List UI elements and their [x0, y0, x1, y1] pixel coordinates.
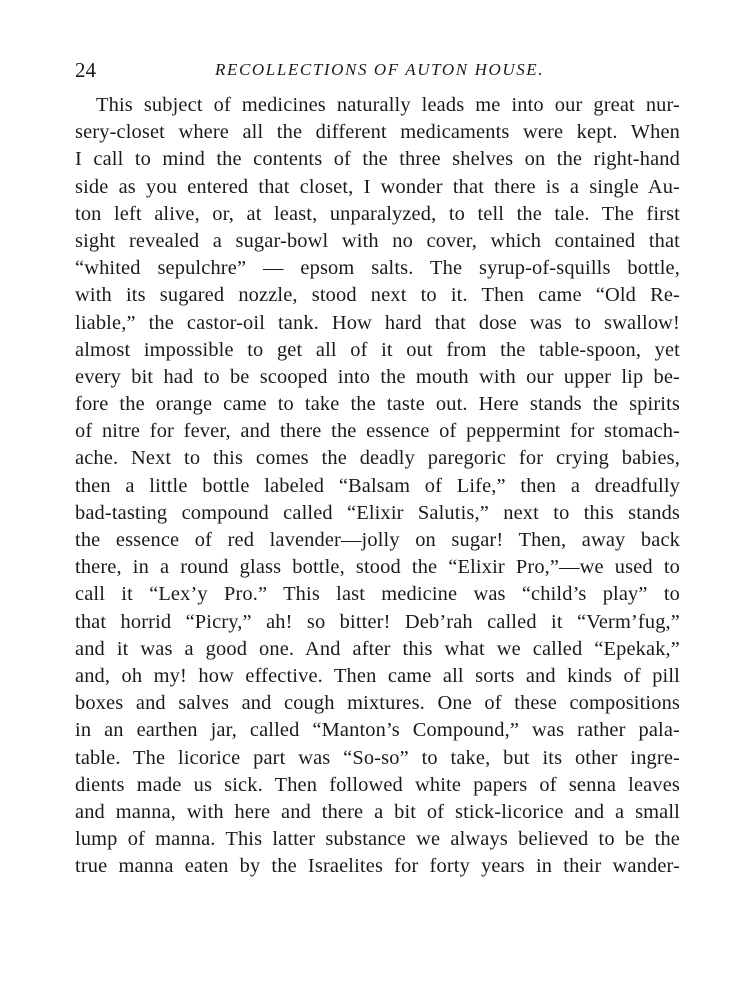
- text-line: and manna, with here and there a bit of stick-licorice and a small: [75, 800, 680, 823]
- text-line: This subject of medicines naturally leads me into our great nur-: [96, 94, 680, 116]
- text-line: I call to mind the contents of the three shelves on the right-hand: [75, 148, 680, 171]
- text-line: fore the orange came to take the taste out. Here stands the spirits: [75, 393, 680, 416]
- text-line: dients made us sick. Then followed white papers of senna leaves: [75, 773, 680, 796]
- running-title: RECOLLECTIONS OF AUTON HOUSE.: [215, 60, 545, 79]
- text-line: in an earthen jar, called “Manton’s Compound,” was rather pala-: [75, 719, 680, 742]
- text-line: table. The licorice part was “So-so” to take, but its other ingre-: [75, 746, 680, 769]
- text-line: with its sugared nozzle, stood next to it. Then came “Old Re-: [75, 284, 680, 307]
- text-line: every bit had to be scooped into the mouth with our upper lip be-: [75, 365, 680, 388]
- text-line: then a little bottle labeled “Balsam of Life,” then a dreadfully: [75, 474, 680, 497]
- page-number: 24: [75, 58, 96, 82]
- text-line: and, oh my! how effective. Then came all sorts and kinds of pill: [75, 664, 680, 687]
- text-line: there, in a round glass bottle, stood the “Elixir Pro,”—we used to: [75, 556, 680, 579]
- text-line: the essence of red lavender—jolly on sugar! Then, away back: [75, 529, 680, 551]
- text-line: bad-tasting compound called “Elixir Salutis,” next to this stands: [75, 501, 680, 524]
- text-line: that horrid “Picry,” ah! so bitter! Deb’rah called it “Verm’fug,”: [75, 610, 680, 633]
- text-line: true manna eaten by the Israelites for forty years in their wander-: [75, 855, 680, 878]
- text-line: “whited sepulchre” — epsom salts. The syrup-of-squills bottle,: [75, 257, 680, 280]
- text-line: boxes and salves and cough mixtures. One of these compositions: [75, 692, 680, 715]
- text-line: liable,” the castor-oil tank. How hard that dose was to swallow!: [75, 311, 680, 334]
- text-line: and it was a good one. And after this what we called “Epekak,”: [75, 637, 680, 660]
- text-line: sight revealed a sugar-bowl with no cover, which contained that: [75, 229, 680, 252]
- text-line: side as you entered that closet, I wonder that there is a single Au-: [75, 175, 680, 198]
- text-line: ache. Next to this comes the deadly paregoric for crying babies,: [75, 447, 680, 470]
- text-line: sery-closet where all the different medicaments were kept. When: [75, 121, 680, 144]
- text-line: lump of manna. This latter substance we always believed to be the: [75, 828, 680, 851]
- text-line: of nitre for fever, and there the essence of peppermint for stomach-: [75, 420, 680, 443]
- text-line: almost impossible to get all of it out from the table-spoon, yet: [75, 338, 680, 361]
- text-line: call it “Lex’y Pro.” This last medicine was “child’s play” to: [75, 583, 680, 606]
- page-header: [75, 56, 680, 86]
- text-line: ton left alive, or, at least, unparalyzed, to tell the tale. The first: [75, 202, 680, 225]
- body-paragraph: [75, 92, 680, 880]
